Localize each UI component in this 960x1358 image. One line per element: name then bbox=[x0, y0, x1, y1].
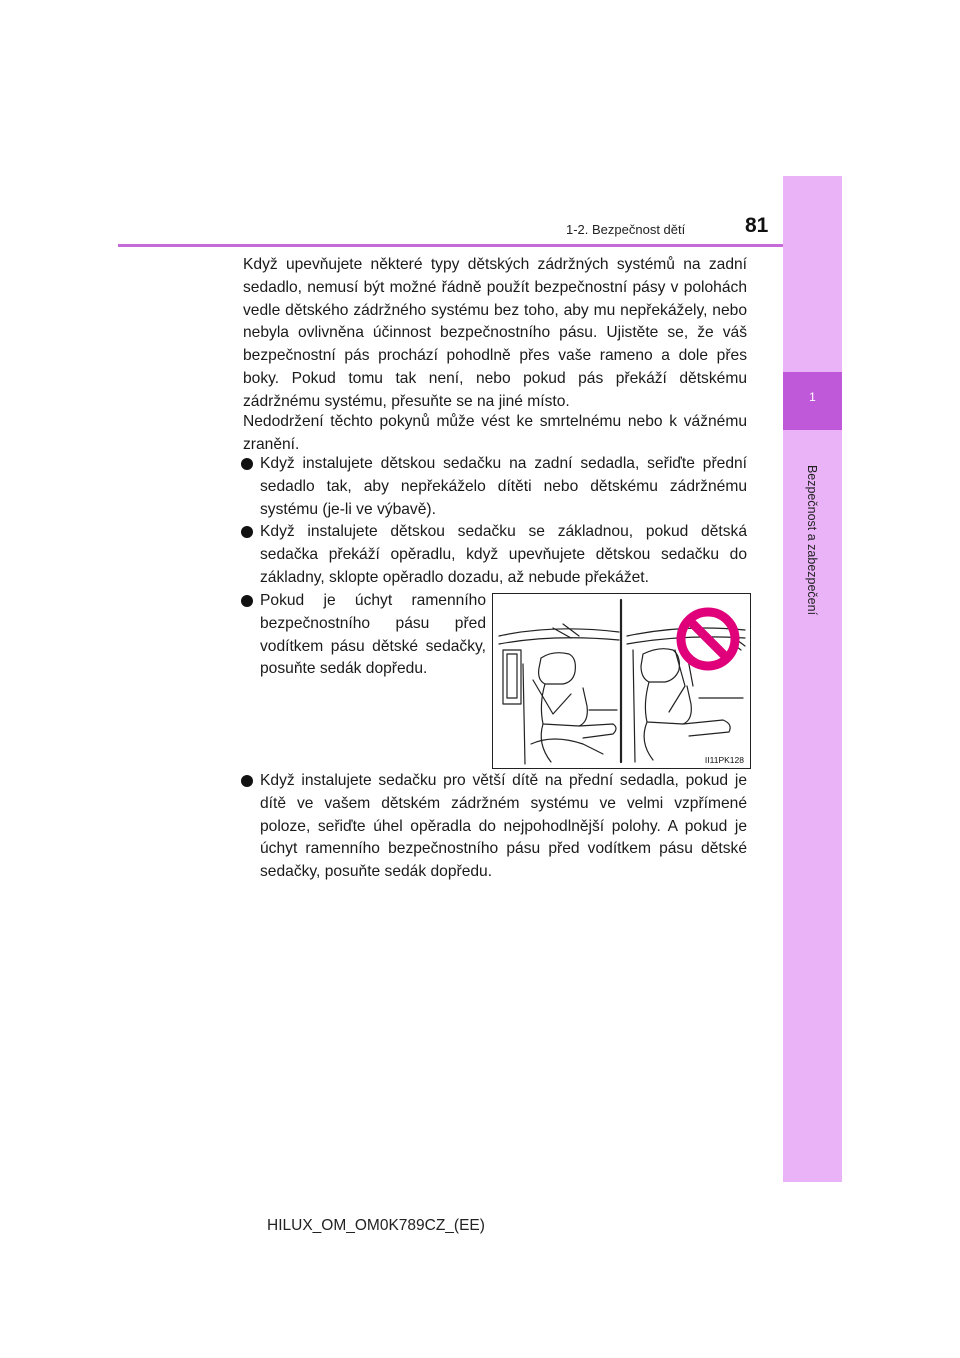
figure-code: II11PK128 bbox=[704, 755, 744, 765]
bullet-text: Když instalujete dětskou sedačku se základnou, pokud dětská sedačka překáží opěradlu, když upevňujete dětskou sedačku do základny, sklopte opěradlo dozadu, až nebude překážet. bbox=[260, 523, 747, 586]
child-seat-illustration bbox=[492, 593, 751, 769]
warning-paragraph: Když upevňujete některé typy dětských zádržných systémů na zadní sedadlo, nemusí být možné řádně použít bezpečnostní pásy v polohách vedle dětského zádržného systému bez toho, aby mu nepřekážely, nebo nebyla ovlivněna účinnost bezpečnostního pásu. Ujistěte se, že váš bezpečnostní pás prochází pohodlně přes vaše rameno a dole přes boky. Pokud tomu tak není, nebo pokud pás překáží dětskému zádržnému systému, přesuňte se na jiné místo. bbox=[243, 256, 747, 410]
left-panel-illustration bbox=[499, 624, 619, 764]
bullet-text: Když instalujete dětskou sedačku na zadní sedadla, seřiďte přední sedadlo tak, aby nepřekáželo dítěti nebo dětskému zádržnému systému (je-li ve výbavě). bbox=[260, 455, 747, 518]
bullet-icon bbox=[241, 526, 253, 538]
bullet-text: Když instalujete sedačku pro větší dítě na přední sedadla, pokud je dítě ve vašem dětském zádržném systému ve velmi vzpřímené poloze, seřiďte úhel opěradla do nejpohodlnější polohy. A pokud je úchyt ramenního bezpečnostního pásu před vodítkem pásu dětské sedačky, posuňte sedák dopředu. bbox=[260, 772, 747, 881]
bullet-icon bbox=[241, 595, 253, 607]
section-label: 1-2. Bezpečnost dětí bbox=[566, 222, 686, 237]
bullet-icon bbox=[241, 775, 253, 787]
document-id: HILUX_OM_OM0K789CZ_(EE) bbox=[267, 1217, 485, 1234]
chapter-side-tab bbox=[783, 176, 842, 1182]
chapter-title: Bezpečnost a zabezpečení bbox=[805, 464, 819, 616]
bullet-text: Pokud je úchyt ramenního bezpečnostního pásu před vodítkem pásu dětské sedačky, posuňte sedák dopředu. bbox=[260, 592, 486, 678]
warning-consequence: Nedodržení těchto pokynů může vést ke smrtelnému nebo k vážnému zranění. bbox=[243, 413, 747, 453]
header-rule bbox=[118, 244, 783, 247]
chapter-number: 1 bbox=[809, 390, 816, 404]
prohibited-icon bbox=[681, 612, 735, 666]
bullet-icon bbox=[241, 458, 253, 470]
page-number: 81 bbox=[745, 214, 769, 237]
